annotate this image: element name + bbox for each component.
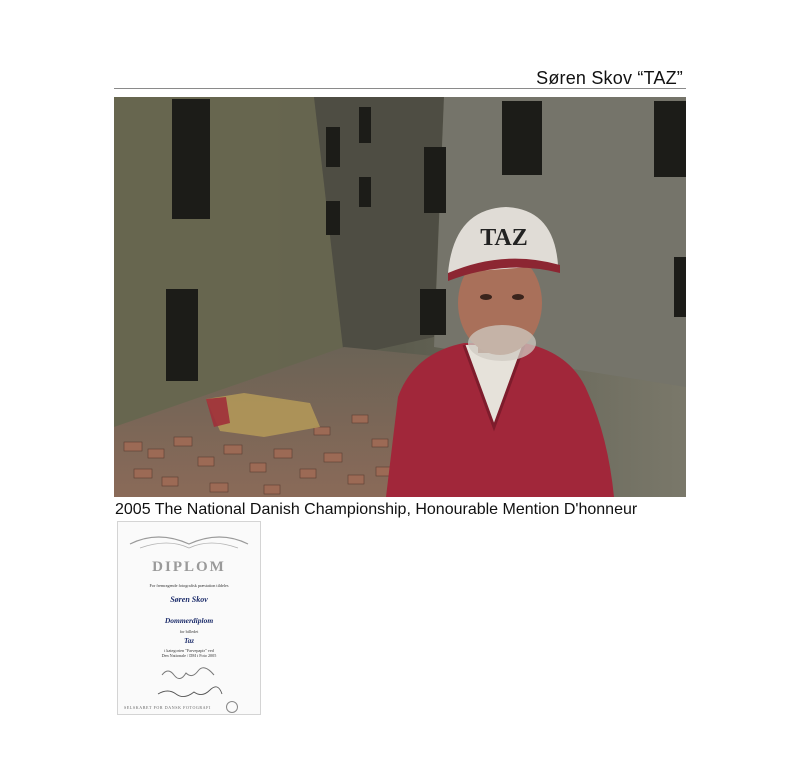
diploma-recipient: Søren Skov	[170, 595, 208, 604]
main-photograph	[114, 97, 686, 497]
author-title: Søren Skov “TAZ”	[536, 68, 683, 88]
signature-scribble	[158, 665, 218, 681]
diploma-title: DIPLOM	[152, 559, 226, 575]
photo-caption: 2005 The National Danish Championship, Honourable Mention D'honneur	[115, 501, 638, 518]
diploma-certificate	[117, 521, 261, 715]
diploma-footer: SELSKABET FOR DANSK FOTOGRAFI	[124, 705, 211, 710]
diploma-intro: For fremragende fotografisk præstation tildeles	[149, 583, 229, 588]
diploma-work-title: Taz	[184, 637, 194, 645]
header-rule	[114, 88, 686, 89]
diploma-award: Dommerdiplom	[164, 616, 214, 625]
cap-logo-text: TAZ	[480, 225, 528, 251]
diploma-for-label: for billedet	[179, 629, 199, 634]
signature-scribble	[154, 686, 224, 700]
flourish-ornament	[128, 530, 250, 554]
seal-icon	[226, 701, 238, 713]
diploma-category-line1: i kategorien "Farvepapir" ved	[164, 648, 214, 653]
diploma-category-line2: Den Nationale / DM i Foto 2005	[161, 653, 217, 658]
